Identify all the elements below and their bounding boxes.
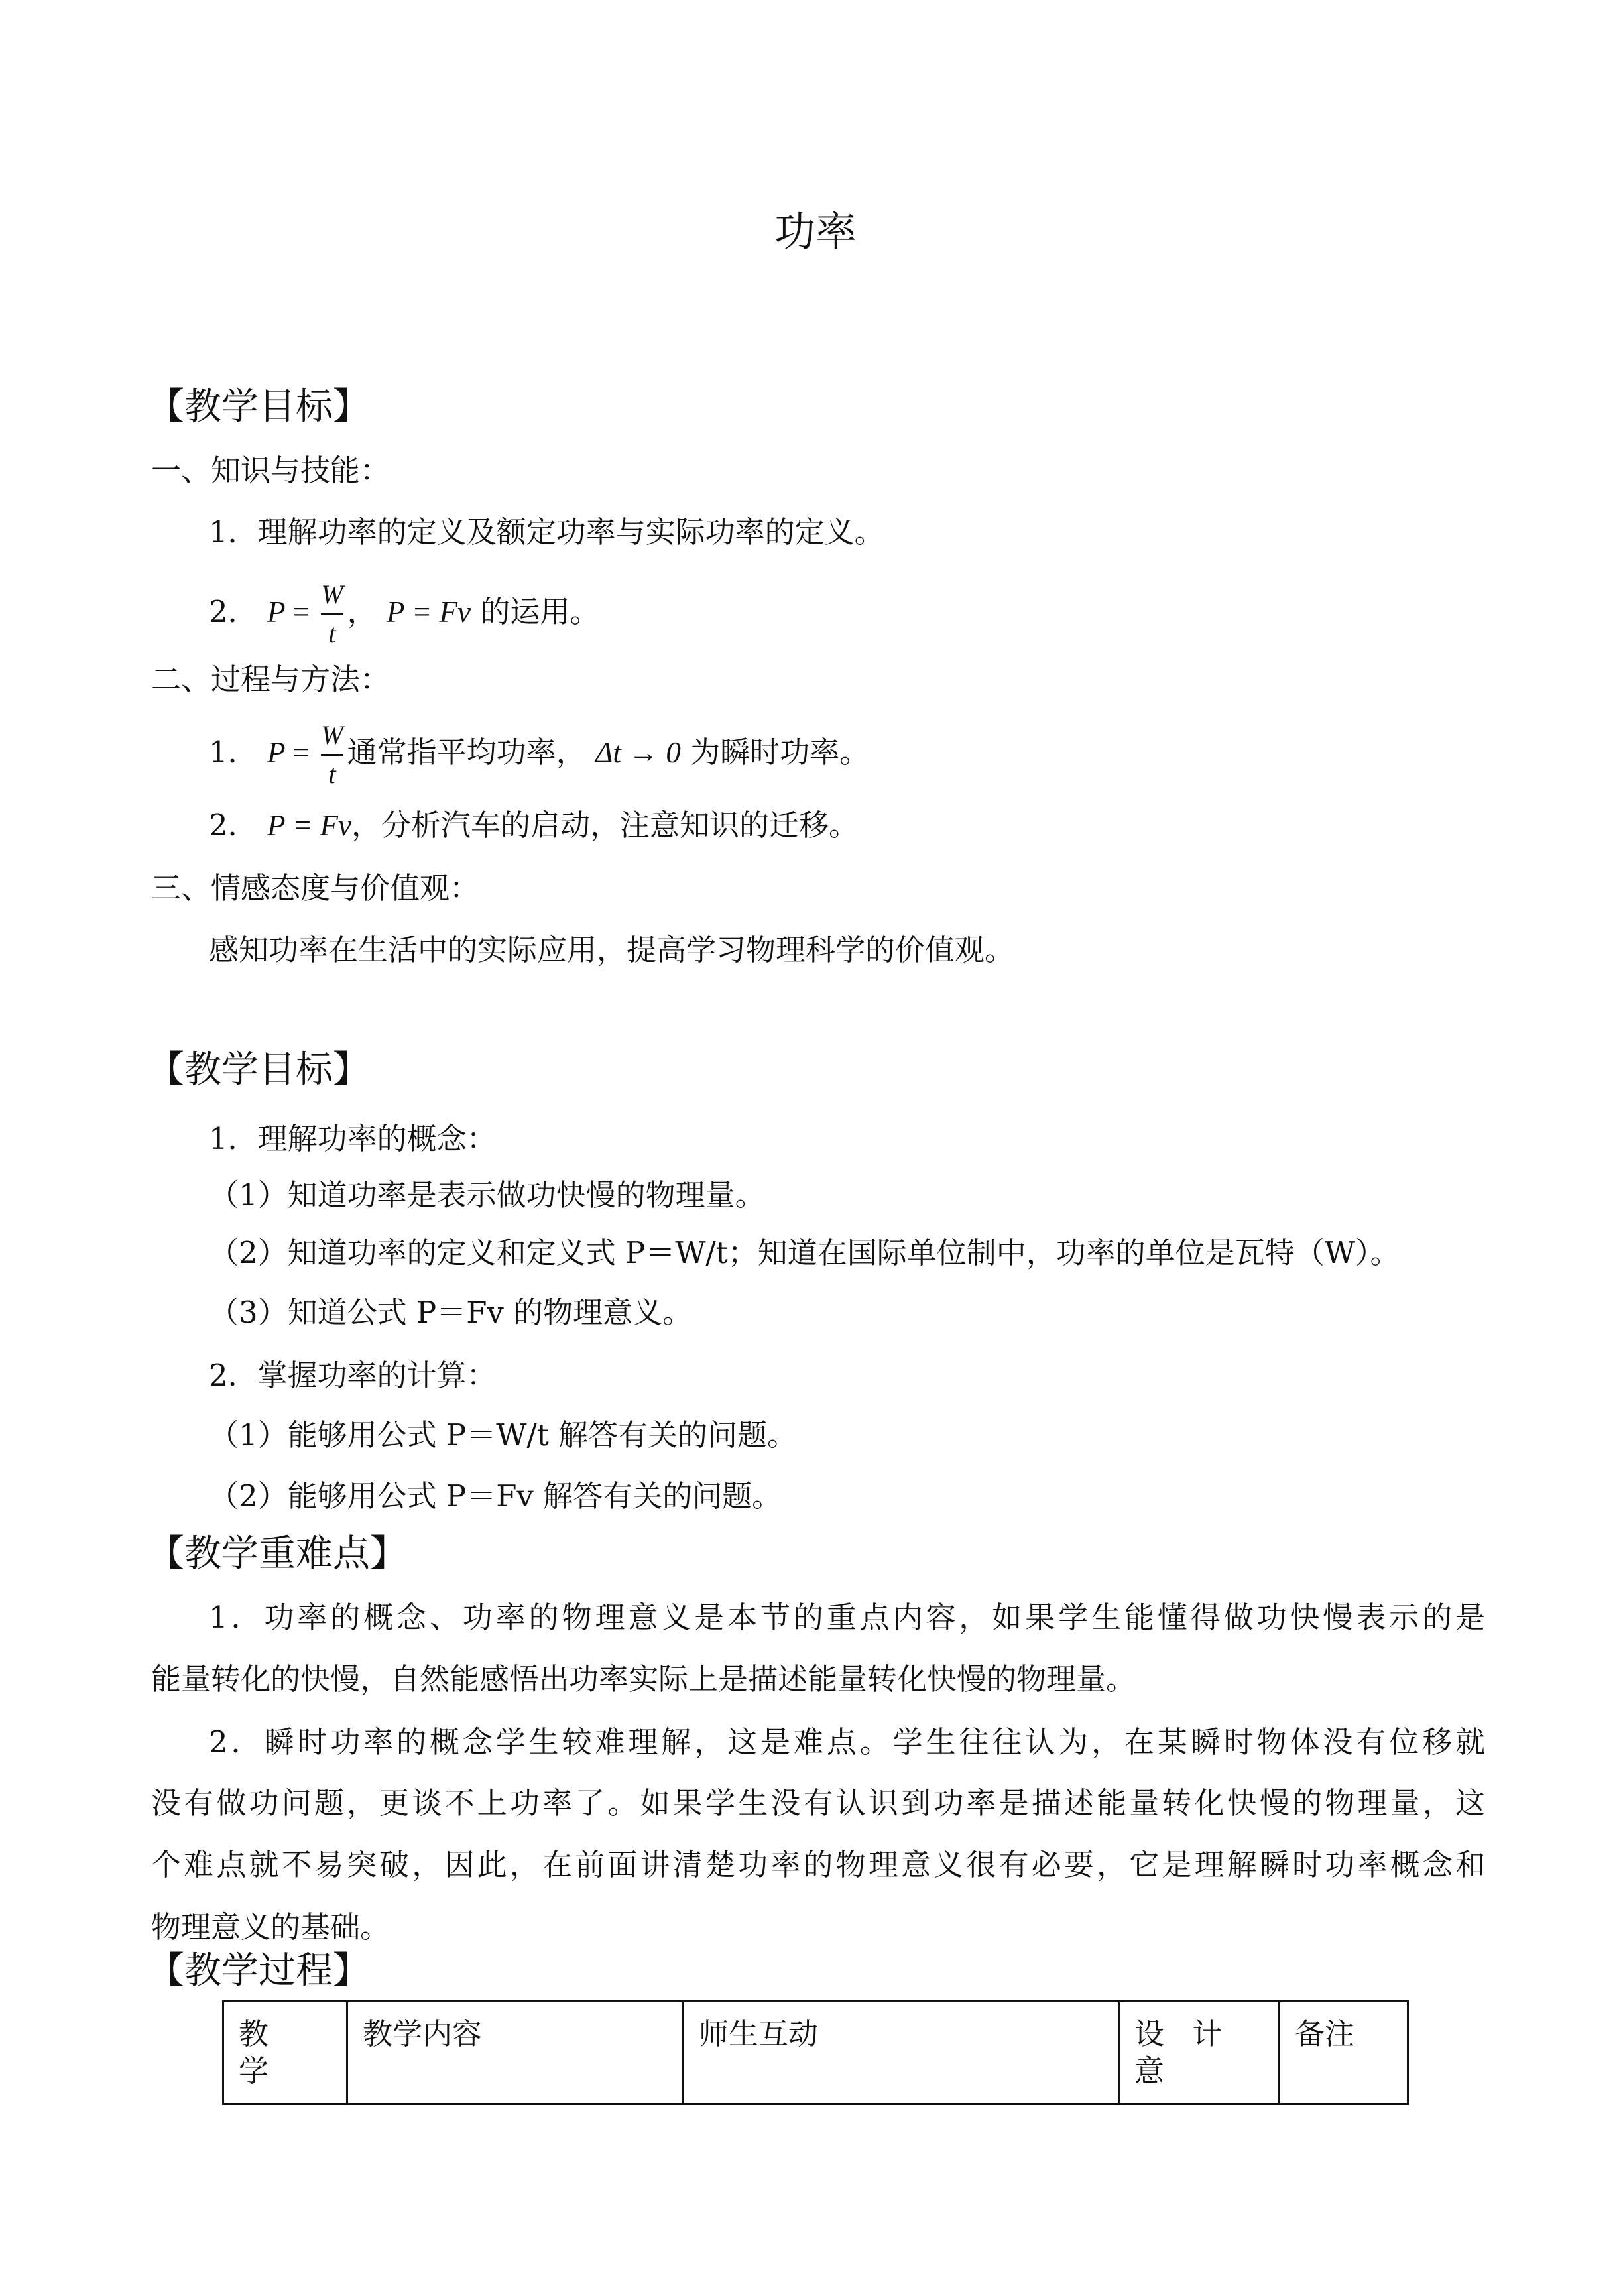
goal-item-2a: （1）能够用公式 P＝W/t 解答有关的问题。: [209, 1418, 798, 1453]
key-point-2-line-4: 物理意义的基础。: [151, 1909, 391, 1945]
header-design-intent: 设 计 意: [1134, 2016, 1232, 2088]
fraction-bar: [321, 613, 343, 615]
emotion-item-1: 感知功率在生活中的实际应用，提高学习物理科学的价值观。: [209, 932, 1015, 967]
goal-item-2: 2．掌握功率的计算：: [209, 1358, 497, 1393]
process-item-1-suffix: 为瞬时功率。: [690, 735, 870, 770]
formula-power-symbol: P: [267, 595, 286, 629]
header-teacher-student-interaction: 师生互动: [699, 2016, 819, 2051]
formula-p-fv: P = Fv: [267, 809, 351, 842]
process-item-1: [209, 716, 869, 789]
formula-fraction-w-over-t: [321, 718, 343, 792]
header-teaching-stage: 教 学: [239, 2016, 286, 2088]
formula-equals: =: [285, 595, 318, 629]
section-heading-process: 【教学过程】: [147, 1949, 370, 1992]
fraction-denominator: t: [328, 619, 336, 648]
emotion-values-heading: 三、情感态度与价值观：: [151, 871, 480, 906]
formula-delta-t-limit: Δt → 0: [595, 736, 681, 769]
process-item-1-mid: 通常指平均功率，: [347, 735, 586, 770]
process-item-2: [209, 806, 859, 845]
table-header-row: [223, 2002, 1408, 2104]
formula-separator: ，: [347, 594, 377, 629]
key-point-1-line-1: 1．功率的概念、功率的物理意义是本节的重点内容，如果学生能懂得做功快慢表示的是: [209, 1600, 1485, 1635]
process-item-2-number: 2．: [209, 808, 258, 843]
process-methods-heading: 二、过程与方法：: [151, 662, 391, 697]
process-item-2-suffix: ，分析汽车的启动，注意知识的迁移。: [351, 808, 859, 843]
key-point-2-line-2: 没有做功问题，更谈不上功率了。如果学生没有认识到功率是描述能量转化快慢的物理量，这: [151, 1785, 1485, 1821]
fraction-numerator: W: [321, 720, 343, 750]
formula-equals: =: [285, 736, 318, 769]
key-point-2-line-3: 个难点就不易突破，因此，在前面讲清楚功率的物理意义很有必要，它是理解瞬时功率概念和: [151, 1847, 1485, 1882]
formula-p-fv: P = Fv: [387, 595, 471, 629]
goal-item-1c: （3）知道公式 P＝Fv 的物理意义。: [209, 1295, 693, 1330]
header-remarks: 备注: [1295, 2016, 1355, 2051]
knowledge-item-2: [209, 575, 599, 648]
knowledge-item-2-suffix: 的运用。: [480, 594, 600, 629]
table-header-cell: [684, 2002, 1119, 2104]
table-header-cell: [223, 2002, 347, 2104]
knowledge-skills-heading: 一、知识与技能：: [151, 453, 391, 488]
knowledge-item-2-number: 2．: [209, 594, 258, 629]
fraction-denominator: t: [328, 759, 336, 789]
process-item-1-number: 1．: [209, 735, 258, 770]
header-teaching-content: 教学内容: [363, 2016, 483, 2051]
goal-item-1a: （1）知道功率是表示做功快慢的物理量。: [209, 1178, 765, 1213]
page-title: 功率: [774, 208, 857, 256]
table-header-cell: [347, 2002, 684, 2104]
section-heading-key-points: 【教学重难点】: [147, 1532, 407, 1575]
key-point-2-line-1: 2．瞬时功率的概念学生较难理解，这是难点。学生往往认为，在某瞬时物体没有位移就: [209, 1724, 1485, 1760]
key-point-1-line-2: 能量转化的快慢，自然能感悟出功率实际上是描述能量转化快慢的物理量。: [151, 1662, 1136, 1697]
table-header-cell: [1280, 2002, 1408, 2104]
section-heading-goals-2: 【教学目标】: [147, 1048, 370, 1091]
goal-item-2b: （2）能够用公式 P＝Fv 解答有关的问题。: [209, 1479, 782, 1514]
goal-item-1b: （2）知道功率的定义和定义式 P＝W/t；知道在国际单位制中，功率的单位是瓦特（W）。: [209, 1235, 1400, 1270]
section-heading-goals-1: 【教学目标】: [147, 385, 370, 428]
knowledge-item-1: 1．理解功率的定义及额定功率与实际功率的定义。: [209, 514, 884, 550]
formula-fraction-w-over-t: [321, 577, 343, 651]
goal-item-1: 1．理解功率的概念：: [209, 1121, 497, 1156]
formula-power-symbol: P: [267, 736, 286, 769]
teaching-process-table: [222, 2000, 1409, 2105]
table-header-cell: [1119, 2002, 1280, 2104]
fraction-bar: [321, 754, 343, 756]
fraction-numerator: W: [321, 579, 343, 609]
